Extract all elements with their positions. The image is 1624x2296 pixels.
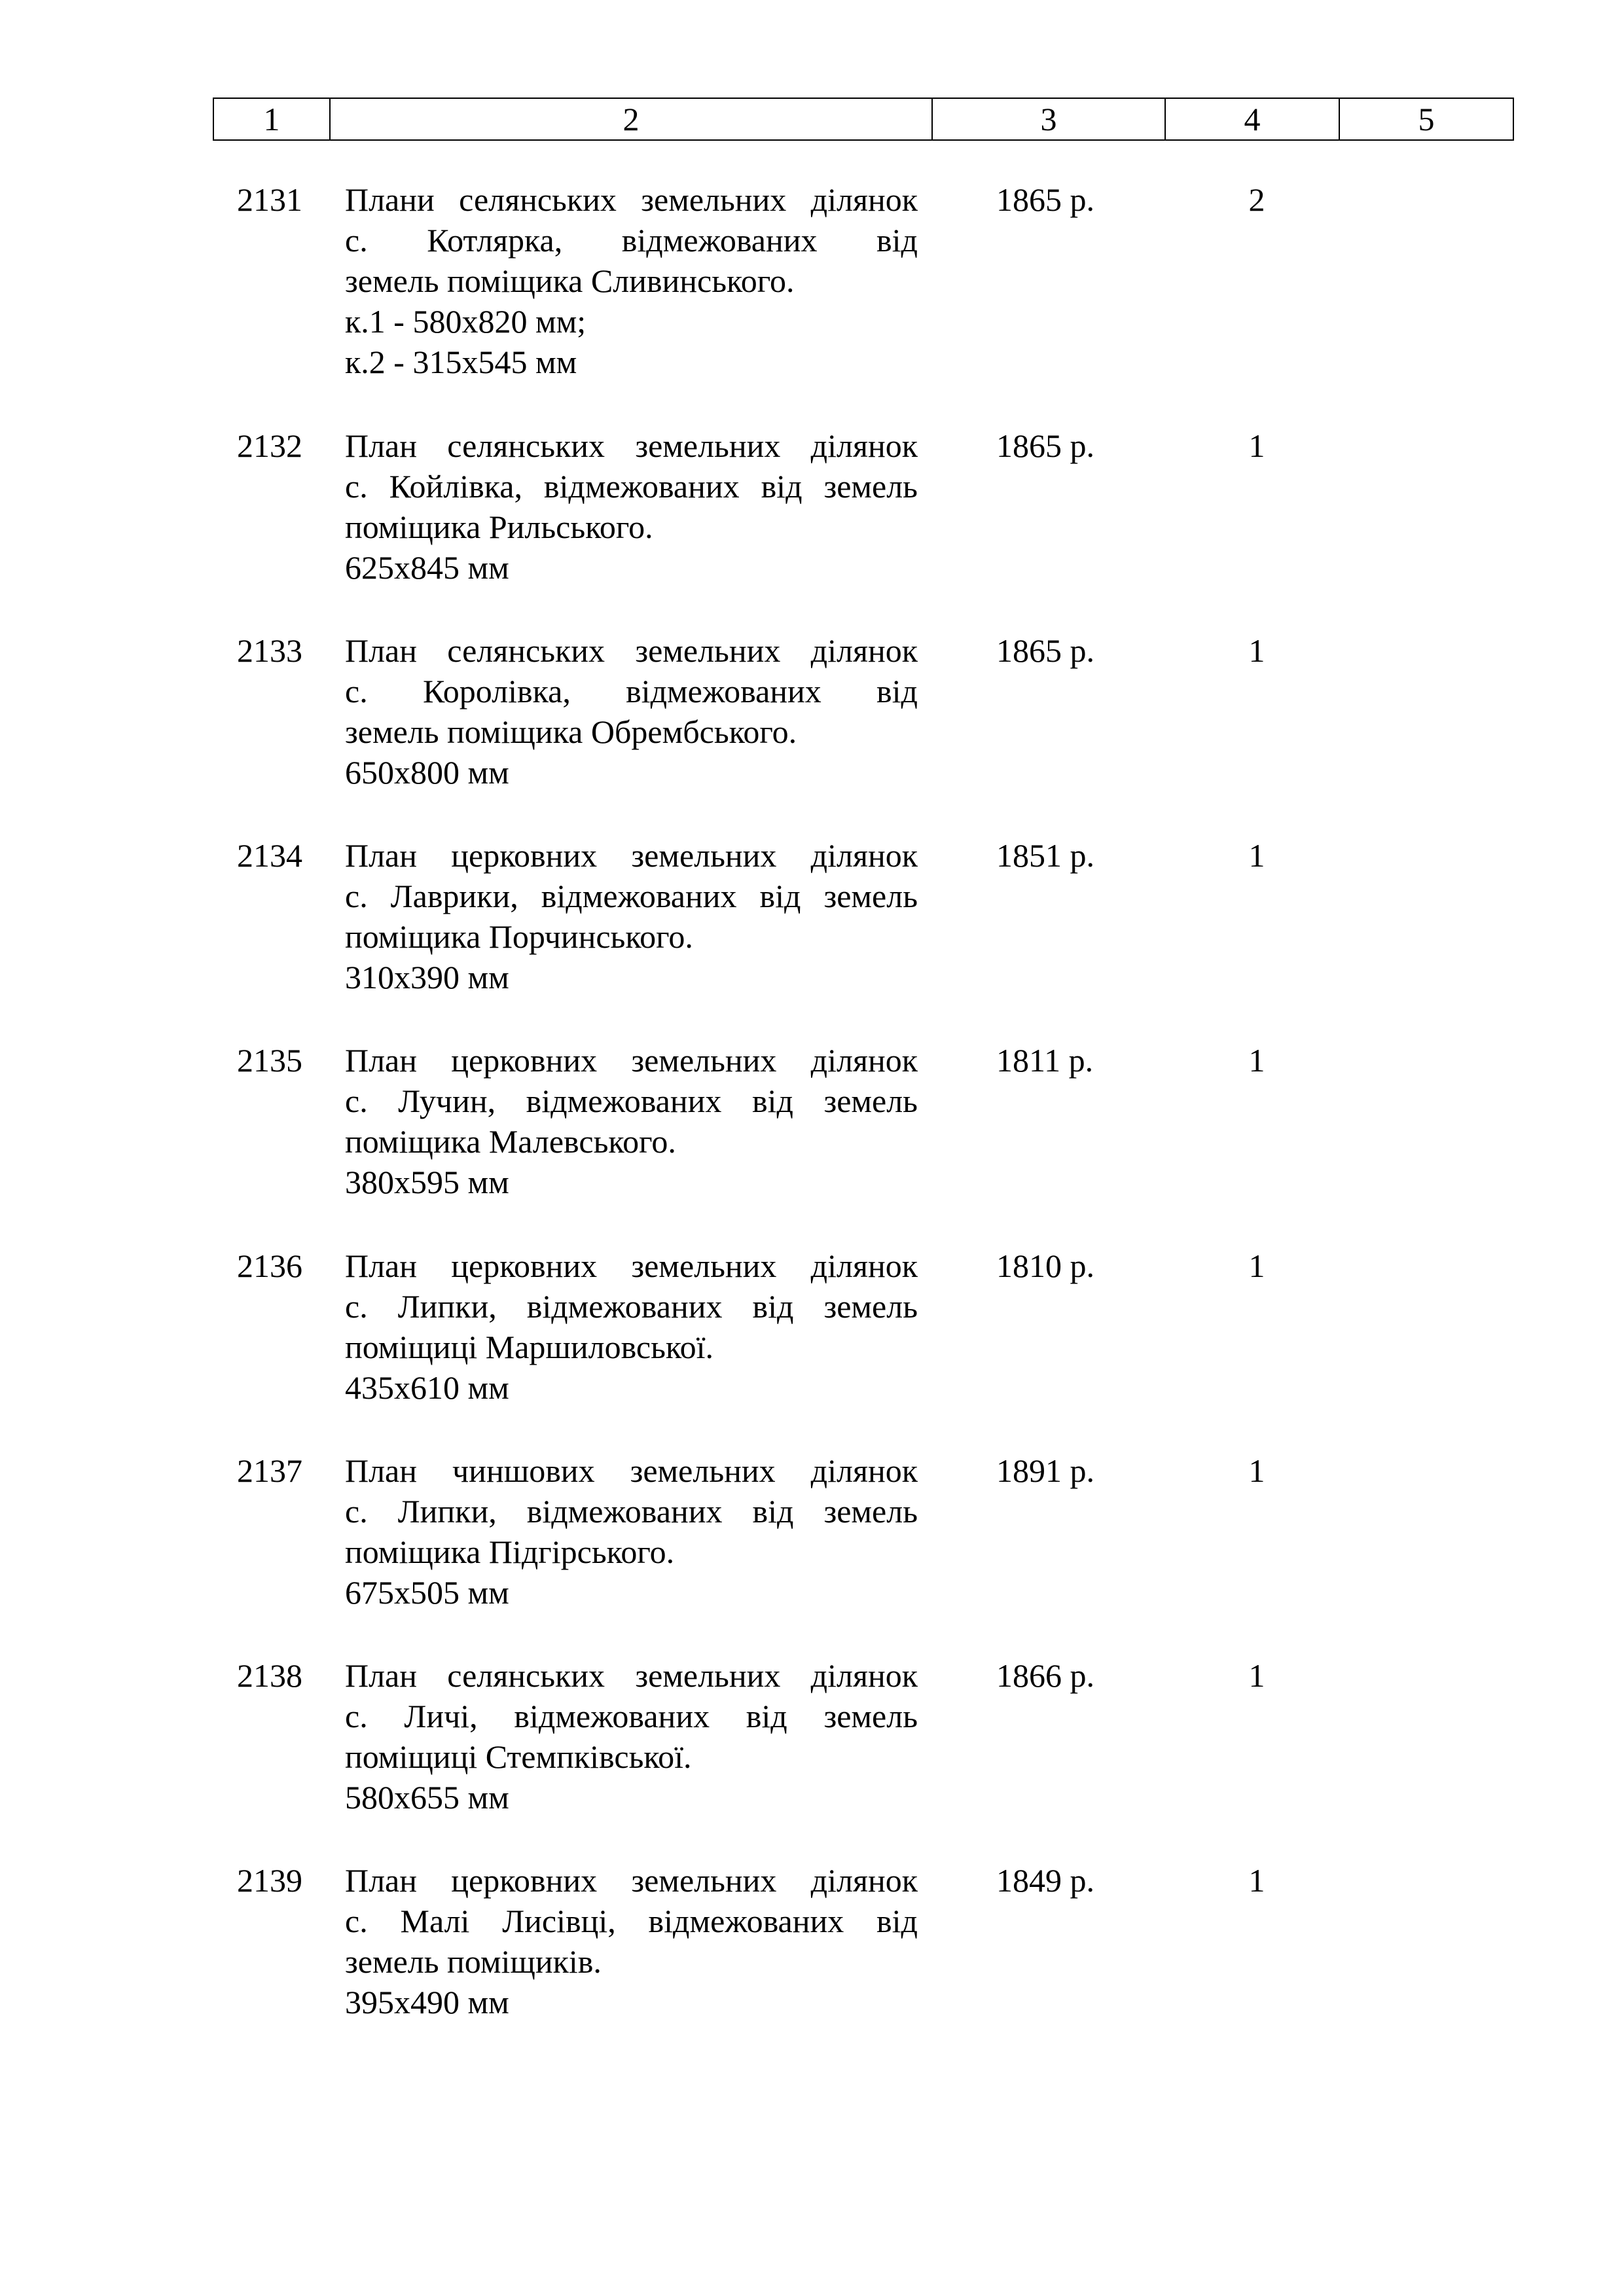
description-line: План церковних земельних ділянок	[345, 1862, 918, 1899]
description-line: поміщиці Стемпківської.	[345, 1738, 692, 1775]
entry-year: 1865 р.	[996, 427, 1094, 464]
description-line: с. Малі Лисівці, відмежованих від	[345, 1903, 918, 1939]
column-header-table	[213, 98, 1514, 141]
column-header-5: 5	[1339, 98, 1513, 140]
entry-count: 1	[1248, 1657, 1265, 1694]
entry-year: 1811 р.	[996, 1042, 1094, 1079]
column-header-3: 3	[932, 98, 1165, 140]
entry-year: 1849 р.	[996, 1862, 1094, 1899]
description-line: План церковних земельних ділянок	[345, 1247, 918, 1284]
description-line: Плани селянських земельних ділянок	[345, 181, 918, 218]
dimension-line: 380х595 мм	[345, 1164, 509, 1200]
entry-number: 2133	[237, 632, 302, 669]
entry-year: 1810 р.	[996, 1247, 1094, 1284]
entry-count: 1	[1248, 632, 1265, 669]
description-line: План чиншових земельних ділянок	[345, 1452, 918, 1489]
column-header-1: 1	[213, 98, 330, 140]
entry-description	[345, 179, 918, 382]
description-line: поміщика Підгірського.	[345, 1534, 675, 1570]
dimension-line: 310х390 мм	[345, 959, 509, 996]
entry-number: 2131	[237, 181, 302, 218]
entry-description	[345, 1860, 918, 2022]
dimension-line: 650х800 мм	[345, 754, 509, 791]
dimension-line: к.1 - 580х820 мм;	[345, 303, 586, 340]
description-line: с. Липки, відмежованих від земель	[345, 1493, 918, 1530]
description-line: поміщиці Маршиловської.	[345, 1329, 714, 1365]
entry-count: 1	[1248, 1862, 1265, 1899]
description-line: земель поміщиків.	[345, 1943, 602, 1980]
entry-number: 2139	[237, 1862, 302, 1899]
description-line: План селянських земельних ділянок	[345, 1657, 918, 1694]
entry-description	[345, 835, 918, 997]
column-header-row	[213, 98, 1513, 140]
description-line: План селянських земельних ділянок	[345, 632, 918, 669]
dimension-line: 675х505 мм	[345, 1574, 509, 1611]
entry-description	[345, 1655, 918, 1818]
description-line: земель поміщика Обрембського.	[345, 713, 797, 750]
description-line: План церковних земельних ділянок	[345, 837, 918, 874]
dimension-line: 395х490 мм	[345, 1984, 509, 2020]
description-line: с. Лаврики, відмежованих від земель	[345, 878, 918, 914]
entry-count: 1	[1248, 1042, 1265, 1079]
column-header-2: 2	[330, 98, 932, 140]
entry-year: 1891 р.	[996, 1452, 1094, 1489]
description-line: с. Котлярка, відмежованих від	[345, 222, 918, 259]
entry-number: 2136	[237, 1247, 302, 1284]
description-line: с. Липки, відмежованих від земель	[345, 1288, 918, 1325]
entry-number: 2138	[237, 1657, 302, 1694]
description-line: с. Королівка, відмежованих від	[345, 673, 918, 709]
description-line: с. Лучин, відмежованих від земель	[345, 1083, 918, 1119]
entry-year: 1851 р.	[996, 837, 1094, 874]
description-line: с. Личі, відмежованих від земель	[345, 1698, 918, 1734]
dimension-line: к.2 - 315х545 мм	[345, 344, 577, 380]
entry-count: 2	[1248, 181, 1265, 218]
description-line: поміщика Порчинського.	[345, 918, 693, 955]
description-line: с. Койлівка, відмежованих від земель	[345, 468, 918, 505]
entry-description	[345, 1040, 918, 1202]
dimension-line: 435х610 мм	[345, 1369, 509, 1406]
entry-number: 2135	[237, 1042, 302, 1079]
entry-number: 2137	[237, 1452, 302, 1489]
entry-year: 1866 р.	[996, 1657, 1094, 1694]
entry-description	[345, 1246, 918, 1408]
dimension-line: 625х845 мм	[345, 549, 509, 586]
description-line: земель поміщика Сливинського.	[345, 262, 795, 299]
entry-year: 1865 р.	[996, 181, 1094, 218]
entry-count: 1	[1248, 1247, 1265, 1284]
entry-count: 1	[1248, 427, 1265, 464]
dimension-line: 580х655 мм	[345, 1779, 509, 1816]
entry-year: 1865 р.	[996, 632, 1094, 669]
entry-count: 1	[1248, 837, 1265, 874]
entry-description	[345, 425, 918, 588]
description-line: План церковних земельних ділянок	[345, 1042, 918, 1079]
entry-count: 1	[1248, 1452, 1265, 1489]
description-line: поміщика Рильського.	[345, 509, 653, 545]
entry-description	[345, 630, 918, 793]
entry-number: 2132	[237, 427, 302, 464]
column-header-4: 4	[1165, 98, 1339, 140]
description-line: План селянських земельних ділянок	[345, 427, 918, 464]
entry-number: 2134	[237, 837, 302, 874]
entry-description	[345, 1450, 918, 1613]
description-line: поміщика Малевського.	[345, 1123, 676, 1160]
